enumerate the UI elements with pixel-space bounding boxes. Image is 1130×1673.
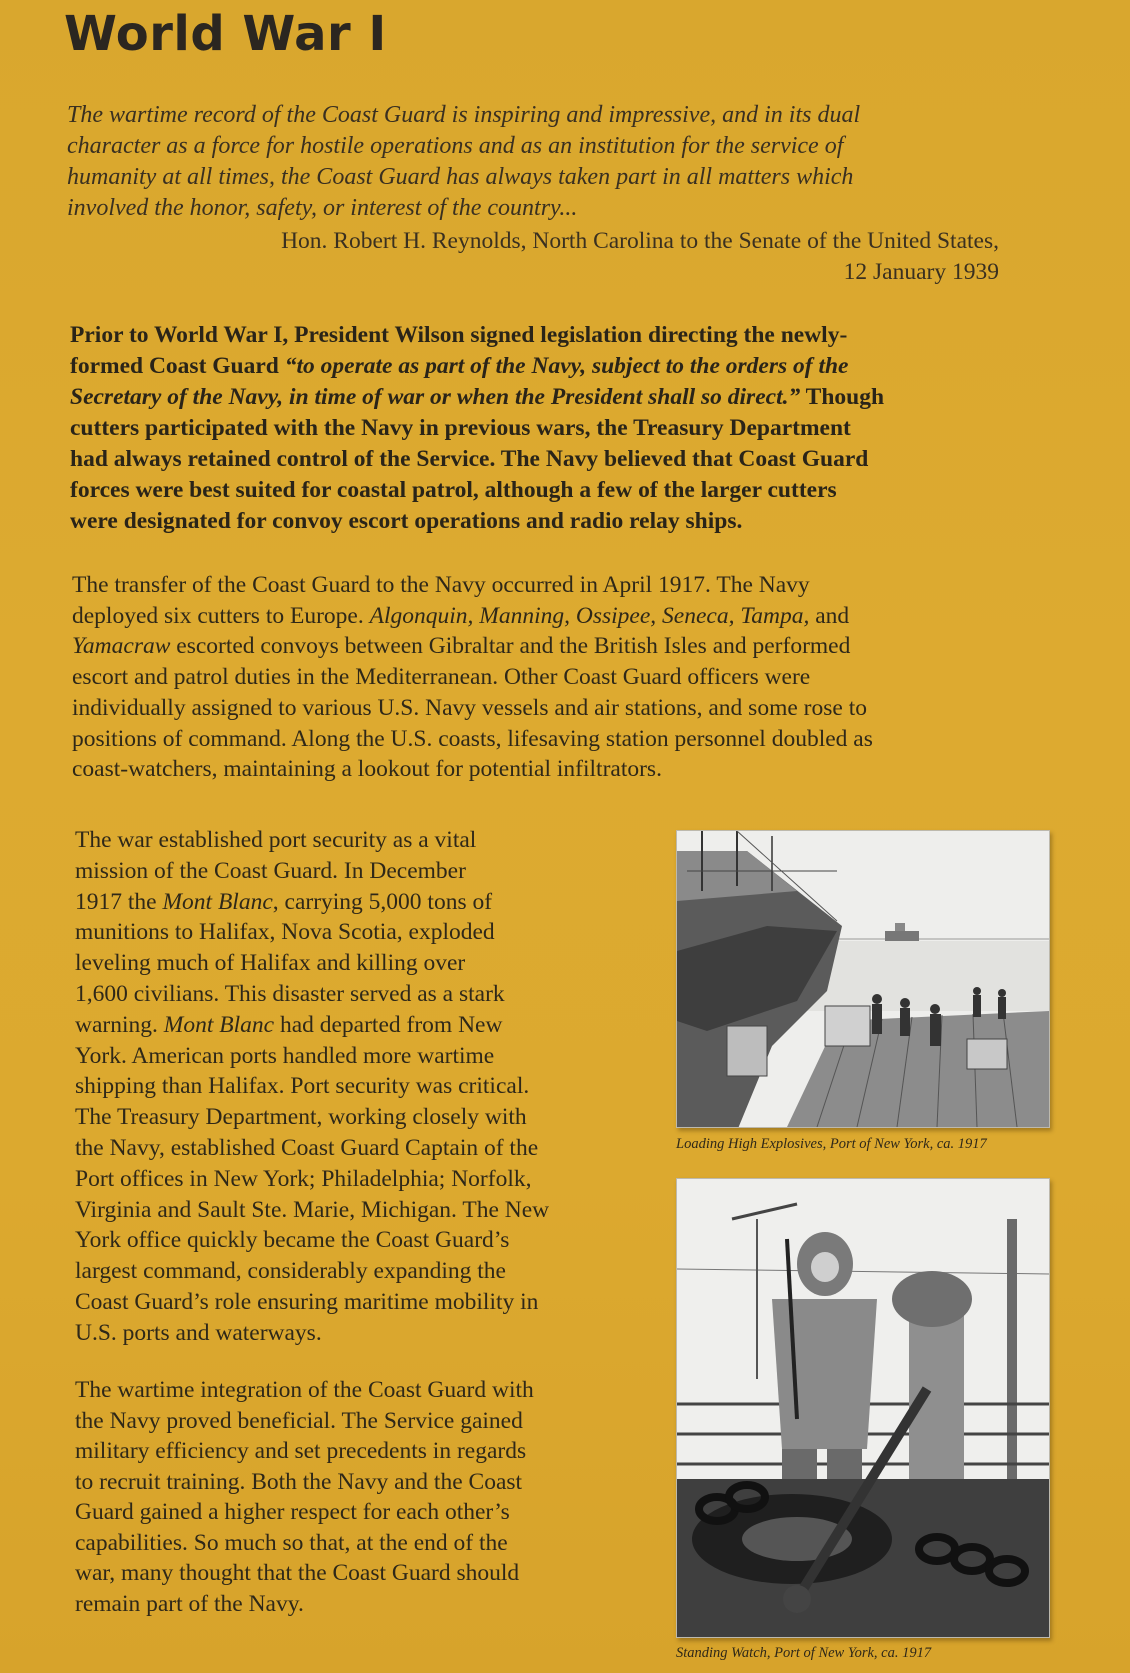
paragraph-line: remain part of the Navy.: [75, 1590, 304, 1617]
paragraph-line: York. American ports handled more wartime: [75, 1042, 495, 1069]
ship-dock-illustration: [677, 831, 1049, 1127]
paragraph-line: escort and patrol duties in the Mediterranean. Other Coast Guard officers were: [72, 664, 811, 691]
paragraph-line: York office quickly became the Coast Guard’s: [75, 1227, 510, 1254]
paragraph-line: [70, 382, 1040, 413]
quote-line: involved the honor, safety, or interest of the country...: [67, 195, 578, 221]
paragraph-line: Prior to World War I, President Wilson signed legislation directing the newly-: [70, 322, 848, 348]
paragraph-line: The Treasury Department, working closely with: [75, 1104, 527, 1131]
paragraph-line: cutters participated with the Navy in previous wars, the Treasury Department: [70, 415, 851, 441]
paragraph-line: Coast Guard’s role ensuring maritime mobility in: [75, 1288, 539, 1315]
quote-attribution: [67, 226, 999, 288]
paragraph-line: individually assigned to various U.S. Navy vessels and air stations, and some rose to: [72, 694, 867, 721]
paragraph-line: U.S. ports and waterways.: [75, 1319, 322, 1346]
paragraph-line: [72, 631, 1042, 662]
paragraph-line: The transfer of the Coast Guard to the Navy occurred in April 1917. The Navy: [72, 572, 810, 598]
quoted-legislation: “to operate as part of the Navy, subject to the orders of the: [284, 353, 849, 379]
photo-caption: Standing Watch, Port of New York, ca. 1917: [676, 1645, 932, 1661]
cutter-names: Algonquin, Manning, Ossipee, Seneca, Tampa,: [369, 602, 810, 629]
paragraph-line: leveling much of Halifax and killing over: [75, 950, 466, 977]
attribution-date: 12 January 1939: [843, 259, 999, 285]
paragraph-line: 1,600 civilians. This disaster served as a stark: [75, 980, 505, 1007]
ship-name: Mont Blanc: [162, 888, 273, 915]
integration-paragraph: [75, 1375, 635, 1619]
photo-caption: Loading High Explosives, Port of New York, ca. 1917: [676, 1136, 987, 1152]
text-run: , carrying 5,000 tons of: [272, 888, 493, 915]
paragraph-line: largest command, considerably expanding the: [75, 1258, 506, 1285]
text-run: had departed from New: [274, 1011, 503, 1038]
paragraph-line: war, many thought that the Coast Guard should: [75, 1560, 520, 1586]
paragraph-line: the Navy, established Coast Guard Captain of the: [75, 1134, 539, 1161]
photo-loading-explosives: [676, 830, 1050, 1128]
paragraph-line: Port offices in New York; Philadelphia; Norfolk,: [75, 1165, 532, 1192]
attribution-line: Hon. Robert H. Reynolds, North Carolina to the Senate of the United States,: [281, 228, 999, 254]
quoted-legislation: Secretary of the Navy, in time of war or when the President shall so direct.”: [70, 384, 801, 410]
paragraph-line: positions of command. Along the U.S. coasts, lifesaving station personnel doubled as: [72, 725, 873, 752]
ship-name: Mont Blanc: [163, 1011, 275, 1038]
text-run: formed Coast Guard: [70, 353, 285, 379]
paragraph-line: [72, 601, 1042, 632]
page-title: World War I: [64, 6, 387, 62]
text-run: Though: [800, 384, 885, 410]
paragraph-line: shipping than Halifax. Port security was critical.: [75, 1073, 530, 1100]
photo-standing-watch: [676, 1178, 1050, 1638]
paragraph-line: forces were best suited for coastal patrol, although a few of the larger cutters: [70, 477, 837, 503]
text-run: 1917 the: [75, 888, 163, 915]
paragraph-line: [70, 351, 1040, 382]
text-run: deployed six cutters to Europe.: [72, 602, 370, 629]
paragraph-line: military efficiency and set precedents in regards: [75, 1438, 527, 1464]
paragraph-line: Guard gained a higher respect for each other’s: [75, 1499, 510, 1525]
paragraph-line: The war established port security as a vital: [75, 827, 477, 853]
intro-paragraph: [70, 320, 1040, 537]
text-run: warning.: [75, 1011, 164, 1038]
sailor-watch-illustration: [677, 1179, 1049, 1637]
quote-line: character as a force for hostile operations and as an institution for the service of: [67, 133, 844, 159]
text-run: and: [809, 602, 850, 629]
quote-line: humanity at all times, the Coast Guard has always taken part in all matters which: [67, 164, 854, 190]
epigraph-quote: [67, 100, 1007, 224]
transfer-paragraph: [72, 570, 1042, 785]
text-run: escorted convoys between Gibraltar and the British Isles and performed: [170, 633, 851, 660]
paragraph-line: had always retained control of the Service. The Navy believed that Coast Guard: [70, 446, 869, 472]
quote-line: The wartime record of the Coast Guard is inspiring and impressive, and in its dual: [67, 102, 861, 128]
paragraph-line: The wartime integration of the Coast Guard with: [75, 1377, 534, 1403]
paragraph-line: capabilities. So much so that, at the end of the: [75, 1529, 508, 1556]
paragraph-line: [75, 887, 635, 918]
paragraph-line: the Navy proved beneficial. The Service gained: [75, 1407, 523, 1434]
paragraph-line: were designated for convoy escort operations and radio relay ships.: [70, 508, 743, 534]
paragraph-line: [75, 1010, 635, 1041]
paragraph-line: coast-watchers, maintaining a lookout for potential infiltrators.: [72, 756, 662, 783]
paragraph-line: Virginia and Sault Ste. Marie, Michigan. The New: [75, 1196, 550, 1223]
paragraph-line: to recruit training. Both the Navy and the Coast: [75, 1468, 523, 1495]
paragraph-line: munitions to Halifax, Nova Scotia, exploded: [75, 919, 495, 946]
port-security-paragraph: [75, 825, 635, 1349]
cutter-names: Yamacraw: [72, 633, 171, 660]
paragraph-line: mission of the Coast Guard. In December: [75, 857, 466, 884]
